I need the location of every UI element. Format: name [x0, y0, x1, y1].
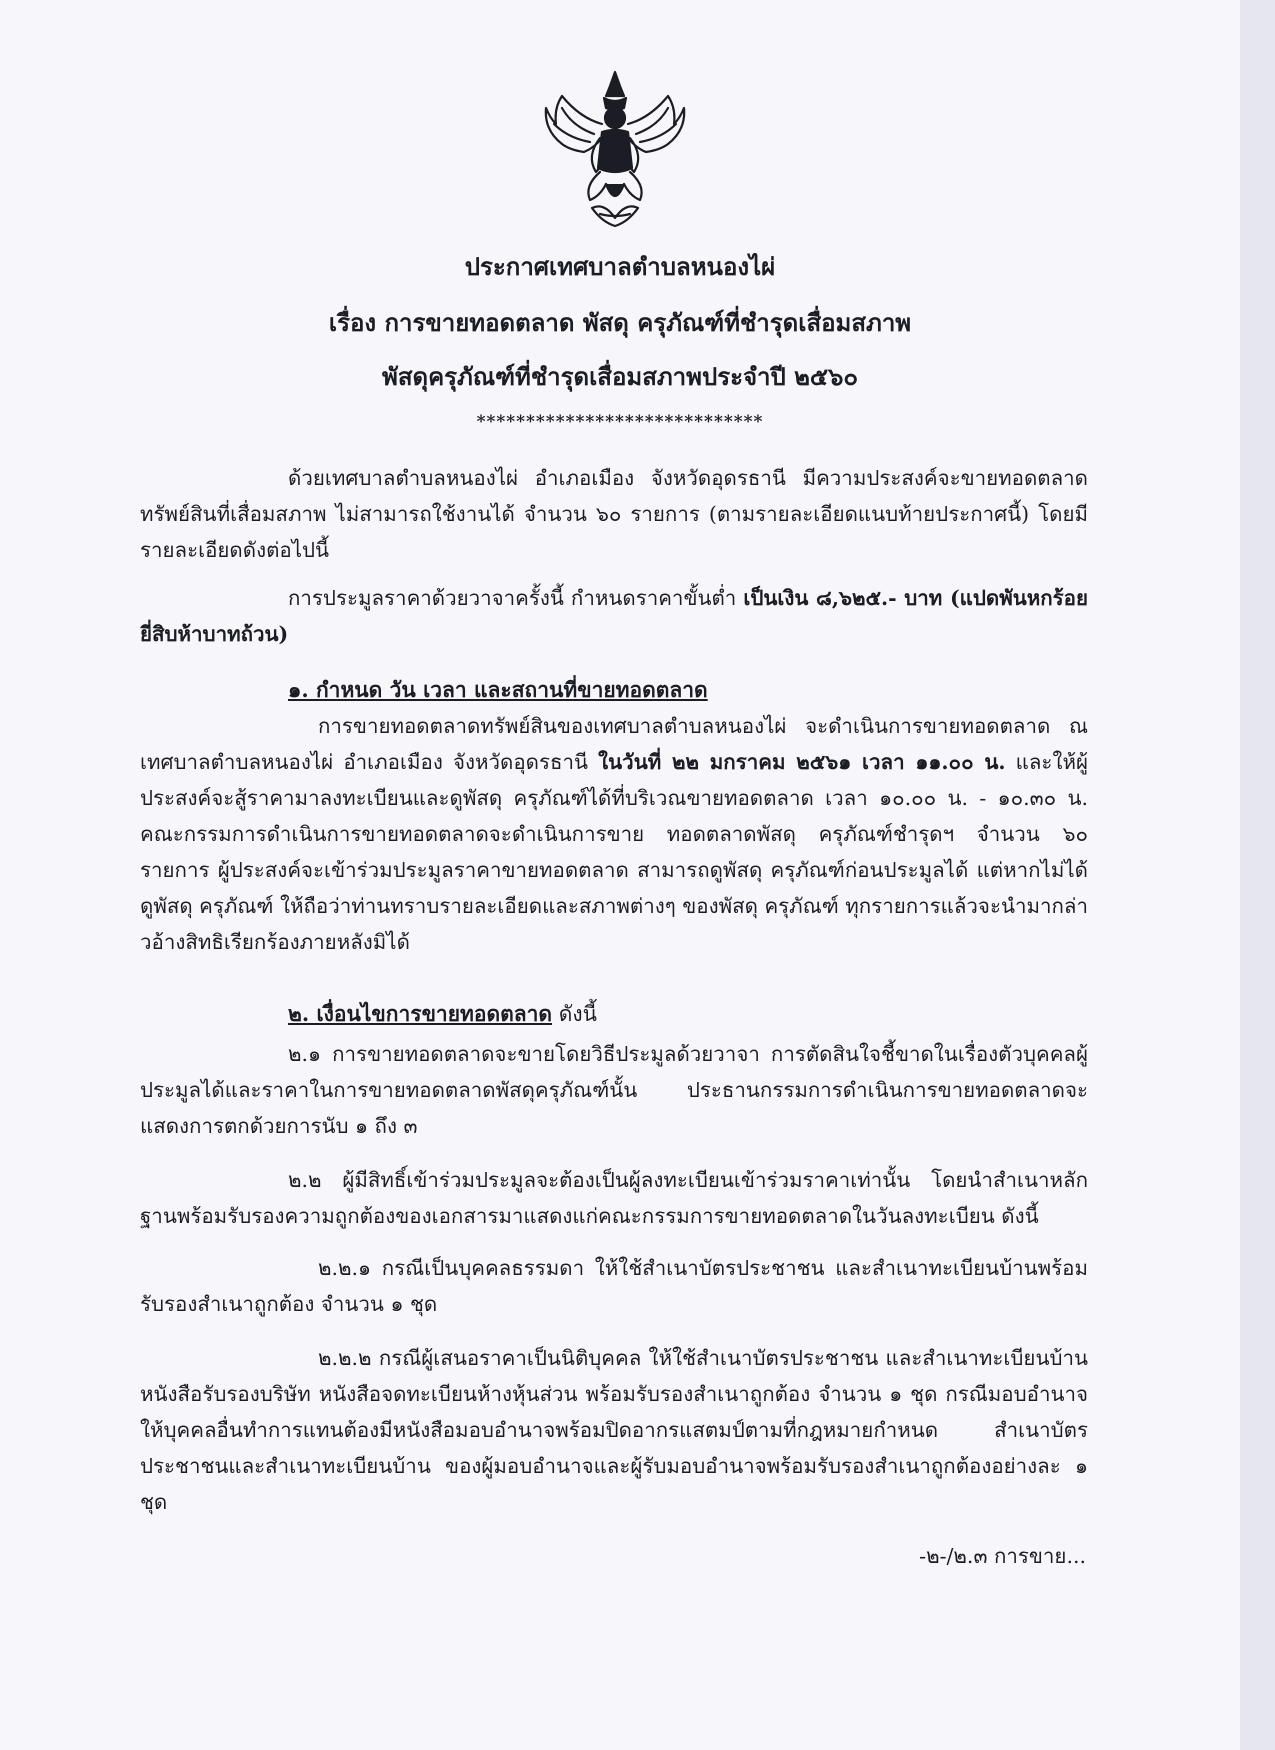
reserve-price-amount: เป็นเงิน ๘,๖๒๕.- บาท (แปดพันหกร้อยยี่สิบห้าบาทถ้วน): [140, 586, 1088, 646]
garuda-emblem-icon: [540, 68, 690, 228]
scan-edge: [1240, 0, 1275, 1750]
section-1-text-end: และให้ผู้ประสงค์จะสู้ราคามาลงทะเบียนและดูพัสดุ ครุภัณฑ์ได้ที่บริเวณขายทอดตลาด เวลา ๑๐.๐๐ น. - ๑๐.๓๐ น. คณะกรรมการดำเนินการขายทอดตลาดจะดำเนินการขาย ทอดตลาดพัสดุ ครุภัณฑ์ชำรุดฯ จำนวน ๖๐ รายการ ผู้ประสงค์จะเข้าร่วมประมูลราคาขายทอดตลาด สามารถดูพัสดุ ครุภัณฑ์ก่อนประมูลได้ แต่หากไม่ได้ดูพัสดุ ครุภัณฑ์ ให้ถือว่าท่านทราบรายละเอียดและสภาพต่างๆ ของพัสดุ ครุภัณฑ์ ทุกรายการแล้วจะนำมากล่าวอ้างสิทธิเรียกร้องภายหลังมิได้: [140, 750, 1088, 954]
section-1-text-start: การขายทอดตลาดทรัพย์สินของเทศบาลตำบลหนองไผ่ จะดำเนินการขายทอดตลาด ณ เทศบาลตำบลหนองไผ่ อำเภอเมือง จังหวัดอุดรธานี: [140, 714, 1088, 774]
section-1-paragraph: [140, 708, 1088, 960]
intro-paragraph: ด้วยเทศบาลตำบลหนองไผ่ อำเภอเมือง จังหวัดอุดรธานี มีความประสงค์จะขายทอดตลาดทรัพย์สินที่เสื่อมสภาพ ไม่สามารถใช้งานได้ จำนวน ๖๐ รายการ (ตามรายละเอียดแนบท้ายประกาศนี้) โดยมีรายละเอียดดังต่อไปนี้: [140, 466, 1088, 562]
clause-2-1: ๒.๑ การขายทอดตลาดจะขายโดยวิธีประมูลด้วยวาจา การตัดสินใจชี้ขาดในเรื่องตัวบุคคลผู้ประมูลได้และราคาในการขายทอดตลาดพัสดุครุภัณฑ์นั้น ประธานกรรมการดำเนินการขายทอดตลาดจะแสดงการตกด้วยการนับ ๑ ถึง ๓: [140, 1042, 1088, 1138]
section-1-heading: [288, 672, 708, 708]
reserve-price-text: การประมูลราคาด้วยวาจาครั้งนี้ กำหนดราคาขั้นต่ำ: [288, 586, 744, 610]
page-continuation: -๒-/๒.๓ การขาย...: [919, 1544, 1086, 1568]
section-2-heading-text: ๒. เงื่อนไขการขายทอดตลาด: [288, 1001, 553, 1026]
page-title-line-1: ประกาศเทศบาลตำบลหนองไผ่: [464, 252, 776, 281]
page-title-line-2: เรื่อง การขายทอดตลาด พัสดุ ครุภัณฑ์ที่ชำรุดเสื่อมสภาพ: [328, 308, 912, 337]
reserve-price-paragraph: [140, 580, 1088, 652]
clause-2-2-1: ๒.๒.๑ กรณีเป็นบุคคลธรรมดา ให้ใช้สำเนาบัตรประชาชน และสำเนาทะเบียนบ้านพร้อมรับรองสำเนาถูกต้อง จำนวน ๑ ชุด: [140, 1256, 1088, 1316]
section-2-heading-suffix: ดังนี้: [552, 1002, 597, 1026]
page-title-line-3: พัสดุครุภัณฑ์ที่ชำรุดเสื่อมสภาพประจำปี ๒๕๖๐: [382, 362, 858, 391]
section-2-heading: [288, 996, 597, 1032]
clause-2-2-2: ๒.๒.๒ กรณีผู้เสนอราคาเป็นนิติบุคคล ให้ใช้สำเนาบัตรประชาชน และสำเนาทะเบียนบ้าน หนังสือรับรองบริษัท หนังสือจดทะเบียนห้างหุ้นส่วน พร้อมรับรองสำเนาถูกต้อง จำนวน ๑ ชุด กรณีมอบอำนาจให้บุคคลอื่นทำการแทนต้องมีหนังสือมอบอำนาจพร้อมปิดอากรแสตมป์ตามที่กฎหมายกำหนด สำเนาบัตรประชาชนและสำเนาทะเบียนบ้าน ของผู้มอบอำนาจและผู้รับมอบอำนาจพร้อมรับรองสำเนาถูกต้องอย่างละ ๑ ชุด: [140, 1346, 1088, 1514]
clause-2-2: ๒.๒ ผู้มีสิทธิ์เข้าร่วมประมูลจะต้องเป็นผู้ลงทะเบียนเข้าร่วมราคาเท่านั้น โดยนำสำเนาหลักฐานพร้อมรับรองความถูกต้องของเอกสารมาแสดงแก่คณะกรรมการขายทอดตลาดในวันลงทะเบียน ดังนี้: [140, 1168, 1088, 1228]
section-1-auction-date: ในวันที่ ๒๒ มกราคม ๒๕๖๑ เวลา ๑๑.๐๐ น.: [598, 750, 1006, 774]
divider-stars: *****************************: [476, 412, 764, 432]
section-1-heading-text: ๑. กำหนด วัน เวลา และสถานที่ขายทอดตลาด: [288, 677, 708, 702]
